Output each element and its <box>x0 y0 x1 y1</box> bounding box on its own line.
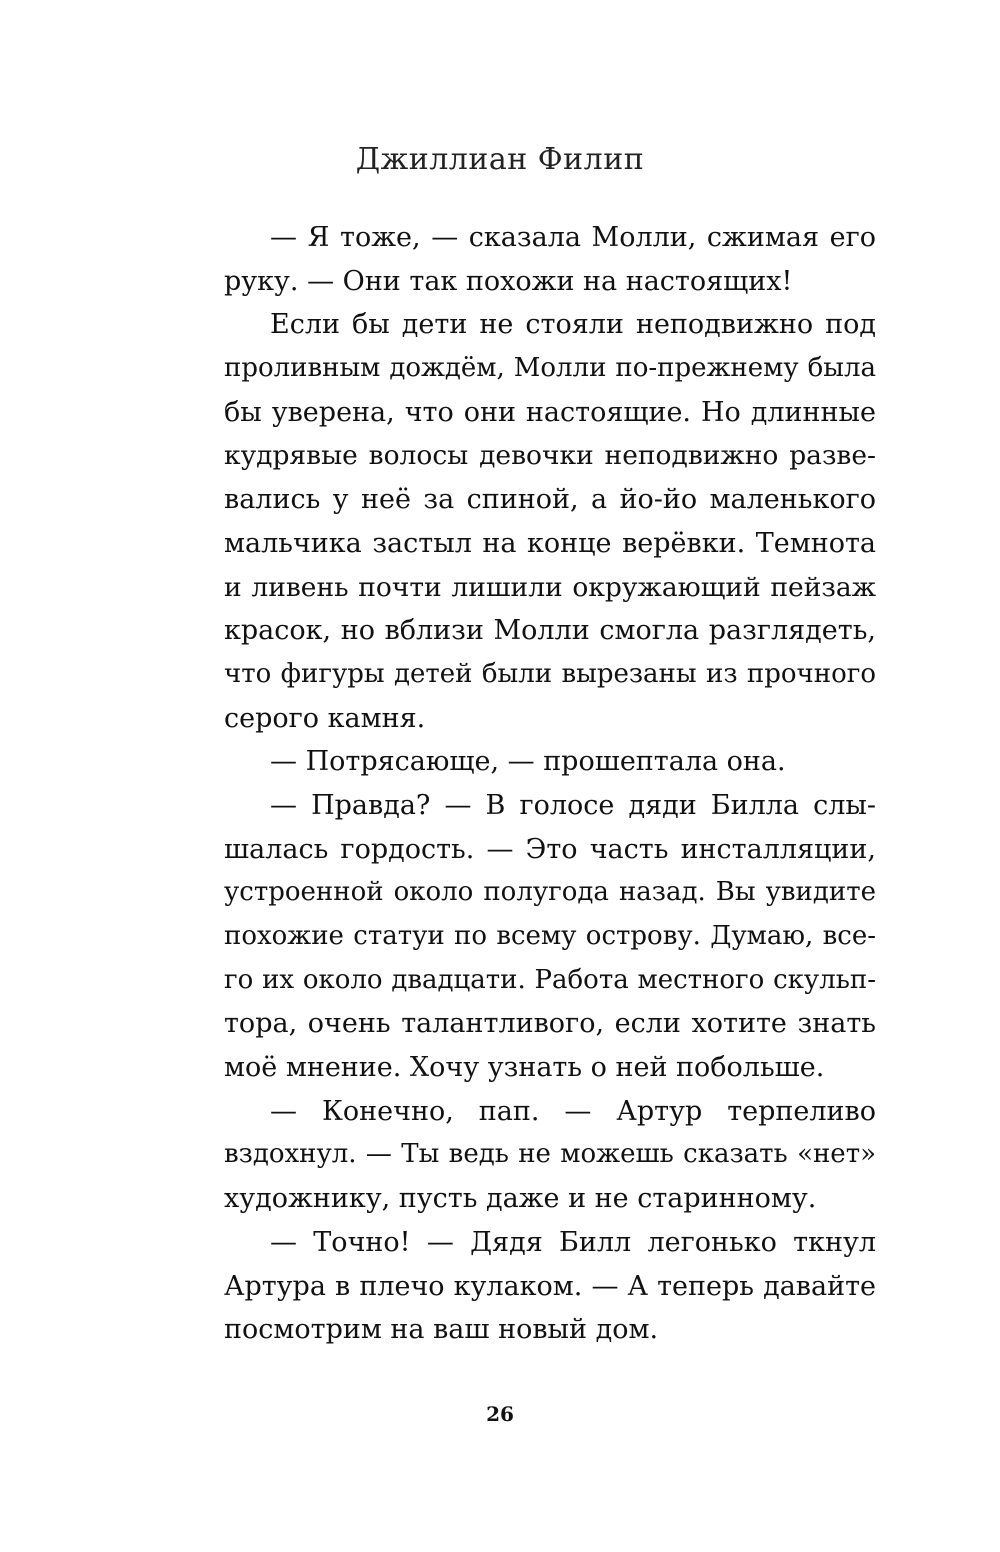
text-line: художнику, пусть даже и не старинному. <box>224 1183 817 1215</box>
text-line: устроенной около полугода назад. Вы увидите <box>224 877 876 908</box>
text-line: красок, но вблизи Молли смогла разглядеть, <box>224 615 876 647</box>
text-line: руку. — Они так похожи на настоящих! <box>224 265 793 297</box>
text-line: вались у неё за спиной, а йо-йо маленького <box>224 484 876 516</box>
text-line: проливным дождём, Молли по-прежнему была <box>224 353 876 384</box>
text-line: бы уверена, что они настоящие. Но длинные <box>224 396 876 428</box>
text-line: моё мнение. Хочу узнать о ней побольше. <box>224 1052 825 1084</box>
text-line: Артура в плечо кулаком. — А теперь давайте <box>224 1270 876 1302</box>
text-line: — Я тоже, — сказала Молли, сжимая его <box>270 222 876 253</box>
text-line: — Правда? — В голосе дяди Билла слы- <box>270 789 876 821</box>
running-header: Джиллиан Филип <box>355 142 645 177</box>
text-line: — Потрясающе, — прошептала она. <box>270 746 786 778</box>
text-line: кудрявые волосы девочки неподвижно разве- <box>224 440 876 472</box>
text-line: Если бы дети не стояли неподвижно под <box>270 309 876 341</box>
text-line: похожие статуи по всему острову. Думаю, все- <box>224 921 876 951</box>
text-line: го их около двадцати. Работа местного скульп- <box>224 964 876 995</box>
text-line: вздохнул. — Ты ведь не можешь сказать «нет» <box>224 1139 876 1170</box>
text-line: шалась гордость. — Это часть инсталляции, <box>224 833 876 865</box>
text-line: — Точно! — Дядя Билл легонько ткнул <box>270 1226 876 1258</box>
text-line: и ливень почти лишили окружающий пейзаж <box>224 571 876 603</box>
page-number: 26 <box>486 1402 514 1426</box>
text-line: мальчика застыл на конце верёвки. Темнота <box>224 527 876 559</box>
text-line: что фигуры детей были вырезаны из прочного <box>224 658 876 689</box>
text-line: — Конечно, пап. — Артур терпеливо <box>270 1095 876 1127</box>
body-text <box>224 216 876 1352</box>
text-line: серого камня. <box>224 702 426 734</box>
text-line: посмотрим на ваш новый дом. <box>224 1314 659 1346</box>
text-line: тора, очень талантливого, если хотите знать <box>224 1008 876 1040</box>
